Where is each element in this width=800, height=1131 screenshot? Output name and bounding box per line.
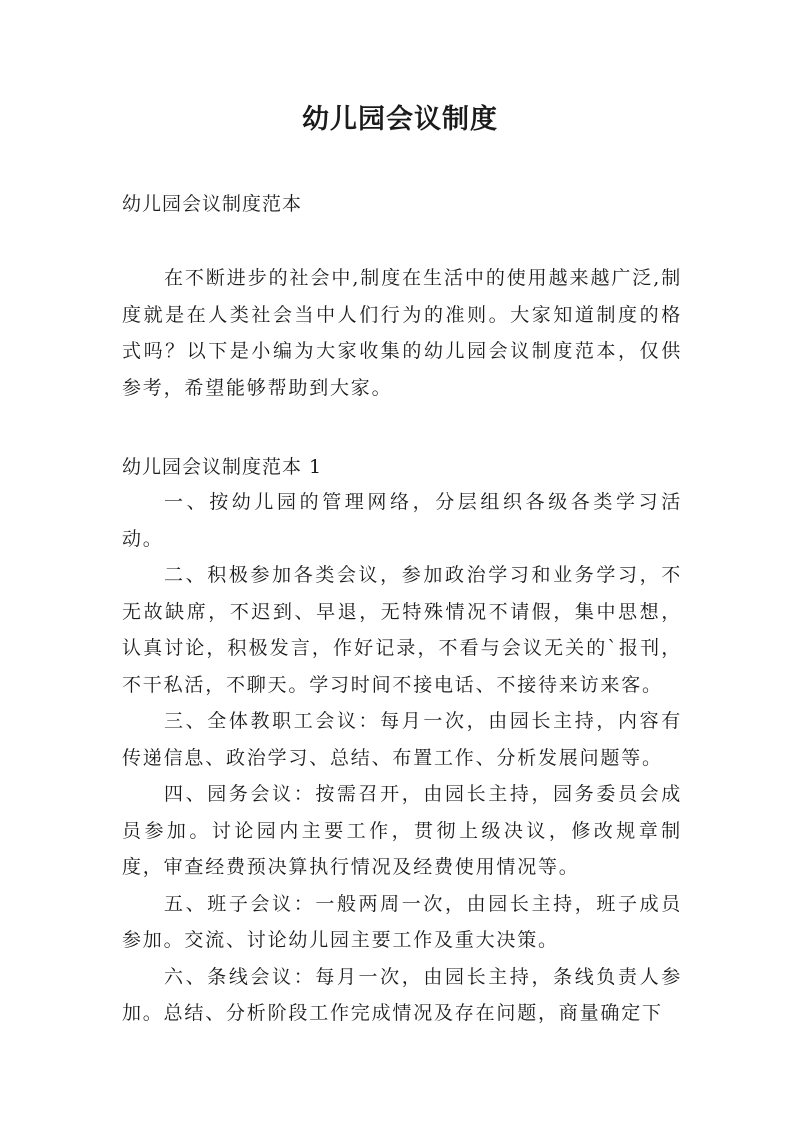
clause-paragraph: 六、条线会议：每月一次，由园长主持，条线负责人参加。总结、分析阶段工作完成情况及存在问题，商量确定下 xyxy=(122,965,682,1024)
clause-paragraph: 三、全体教职工会议：每月一次，由园长主持，内容有传递信息、政治学习、总结、布置工作、分析发展问题等。 xyxy=(122,710,682,769)
intro-block xyxy=(122,260,682,406)
clause-paragraph: 四、园务会议：按需召开，由园长主持，园务委员会成员参加。讨论园内主要工作，贯彻上级决议，修改规章制度，审查经费预决算执行情况及经费使用情况等。 xyxy=(122,783,682,878)
document-subtitle: 幼儿园会议制度范本 xyxy=(122,193,303,215)
clause-paragraph: 二、积极参加各类会议，参加政治学习和业务学习，不无故缺席，不迟到、早退，无特殊情况不请假，集中思想，认真讨论，积极发言，作好记录，不看与会议无关的`报刊，不干私活，不聊天。学习时间不接电话、不接待来访来客。 xyxy=(122,564,682,696)
clause-paragraph: 五、班子会议：一般两周一次，由园长主持，班子成员参加。交流、讨论幼儿园主要工作及重大决策。 xyxy=(122,892,682,951)
section-heading: 幼儿园会议制度范本 1 xyxy=(122,456,323,478)
intro-paragraph: 在不断进步的社会中,制度在生活中的使用越来越广泛,制度就是在人类社会当中人们行为的准则。大家知道制度的格式吗？以下是小编为大家收集的幼儿园会议制度范本，仅供参考，希望能够帮助到大家。 xyxy=(122,267,682,399)
clause-list xyxy=(122,484,682,1032)
clause-paragraph: 一、按幼儿园的管理网络，分层组织各级各类学习活动。 xyxy=(122,491,682,550)
document-title: 幼儿园会议制度 xyxy=(302,104,498,135)
